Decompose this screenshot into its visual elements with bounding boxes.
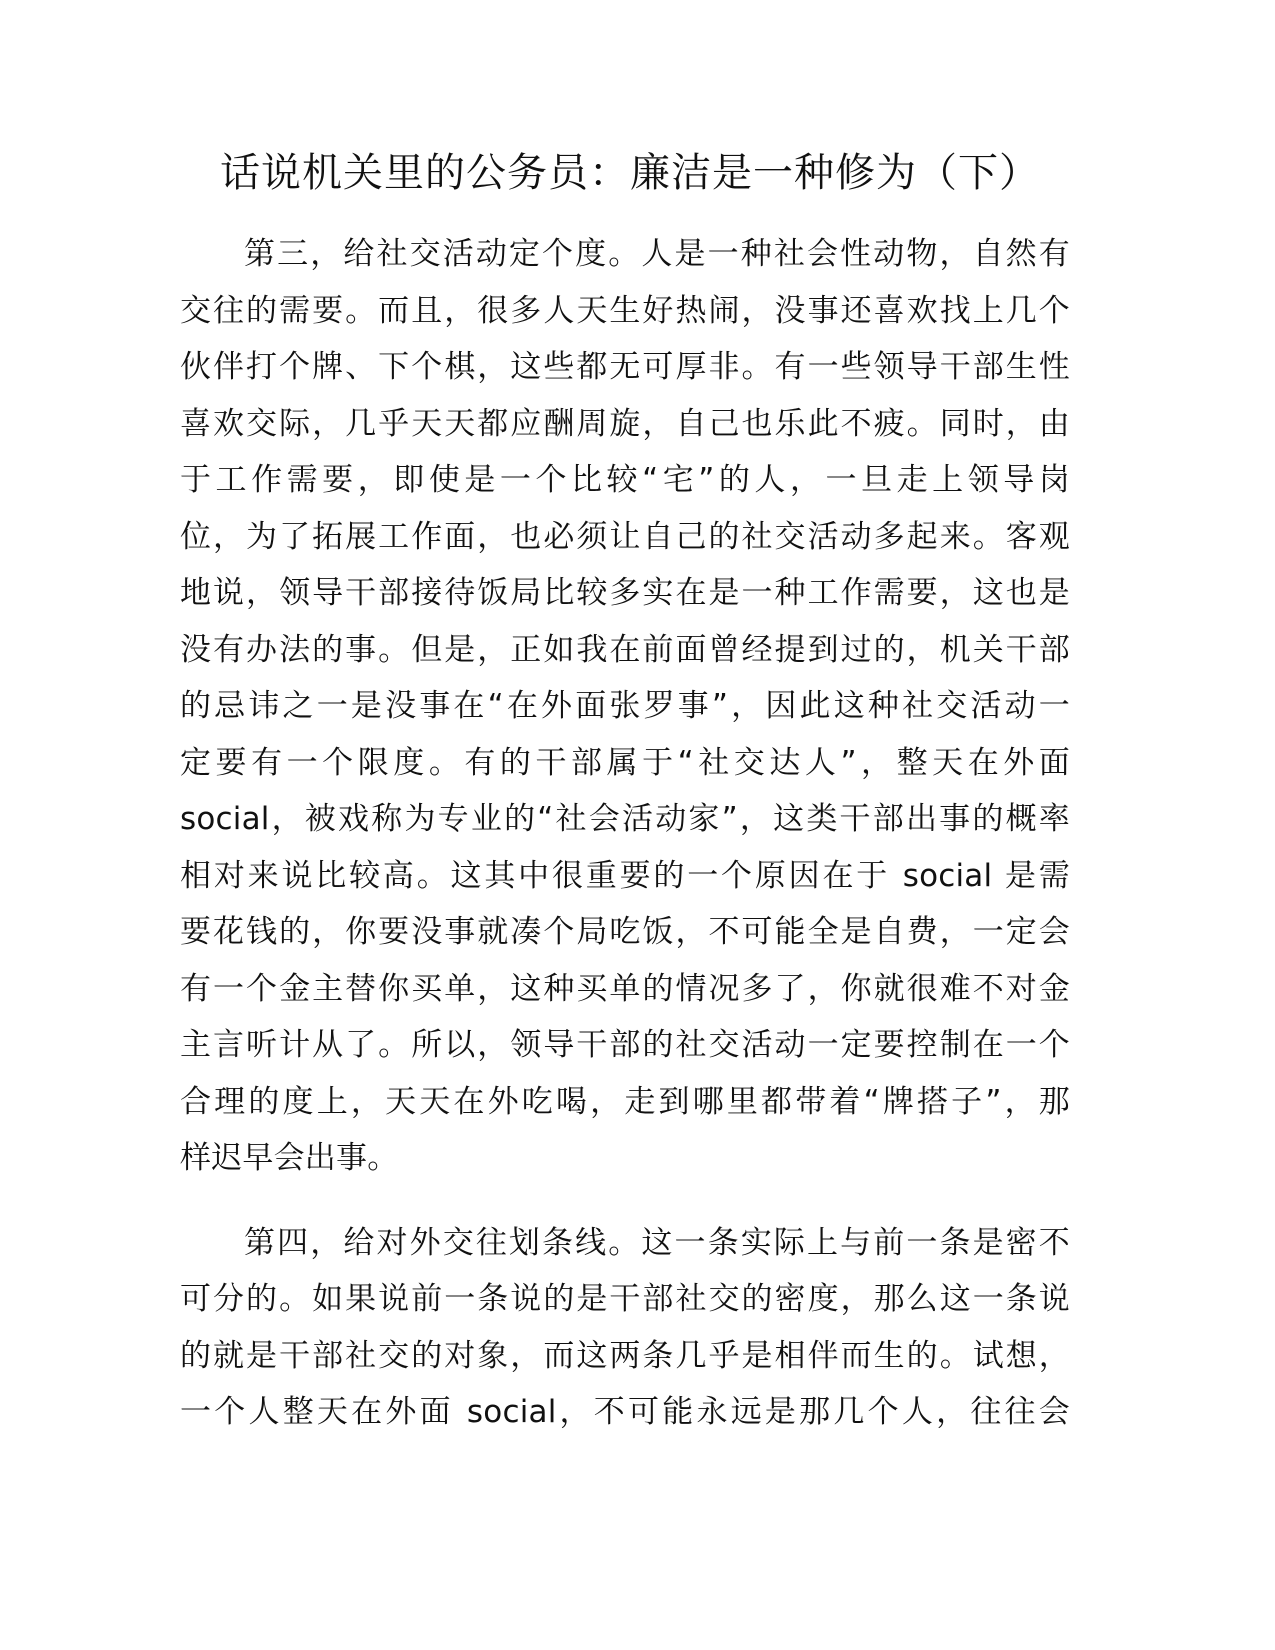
- paragraph-spacer: [180, 1187, 1070, 1215]
- paragraph-line: 主言听计从了。所以，领导干部的社交活动一定要控制在一个: [180, 1027, 1070, 1063]
- paragraph-line: 喜欢交际，几乎天天都应酬周旋，自己也乐此不疲。同时，由: [180, 405, 1070, 442]
- paragraph-line: 相对来说比较高。这其中很重要的一个原因在于 social 是需: [180, 857, 1070, 894]
- paragraph-line: 伙伴打个牌、下个棋，这些都无可厚非。有一些领导干部生性: [180, 349, 1070, 385]
- paragraph-line: 的忌讳之一是没事在“在外面张罗事”，因此这种社交活动一: [180, 688, 1070, 724]
- paragraph-line: 合理的度上，天天在外吃喝，走到哪里都带着“牌搭子”，那: [180, 1083, 1070, 1120]
- paragraph-line: 的就是干部社交的对象，而这两条几乎是相伴而生的。试想，: [180, 1337, 1070, 1374]
- paragraph-line: 于工作需要，即使是一个比较“宅”的人，一旦走上领导岗: [180, 462, 1070, 498]
- paragraph-line: 定要有一个限度。有的干部属于“社交达人”，整天在外面: [180, 744, 1070, 781]
- paragraph-line: 可分的。如果说前一条说的是干部社交的密度，那么这一条说: [180, 1281, 1070, 1317]
- paragraph-line: 第四，给对外交往划条线。这一条实际上与前一条是密不: [244, 1224, 1070, 1261]
- paragraph-line: 要花钱的，你要没事就凑个局吃饭，不可能全是自费，一定会: [180, 914, 1070, 950]
- paragraph-line: 样迟早会出事。: [180, 1140, 399, 1176]
- document-body: [180, 226, 1070, 1441]
- paragraph-2: [180, 1215, 1070, 1441]
- paragraph-line: 没有办法的事。但是，正如我在前面曾经提到过的，机关干部: [180, 631, 1070, 668]
- document-title: 话说机关里的公务员：廉洁是一种修为（下）: [220, 150, 1040, 196]
- paragraph-line: social，被戏称为专业的“社会活动家”，这类干部出事的概率: [180, 801, 1070, 837]
- paragraph-line: 地说，领导干部接待饭局比较多实在是一种工作需要，这也是: [180, 575, 1070, 611]
- paragraph-line: 一个人整天在外面 social，不可能永远是那几个人，往往会: [180, 1394, 1070, 1430]
- paragraph-line: 有一个金主替你买单，这种买单的情况多了，你就很难不对金: [180, 970, 1070, 1007]
- paragraph-line: 位，为了拓展工作面，也必须让自己的社交活动多起来。客观: [180, 518, 1070, 555]
- paragraph-line: 交往的需要。而且，很多人天生好热闹，没事还喜欢找上几个: [180, 292, 1070, 329]
- paragraph-line: 第三，给社交活动定个度。人是一种社会性动物，自然有: [244, 236, 1070, 272]
- paragraph-1: [180, 226, 1070, 1187]
